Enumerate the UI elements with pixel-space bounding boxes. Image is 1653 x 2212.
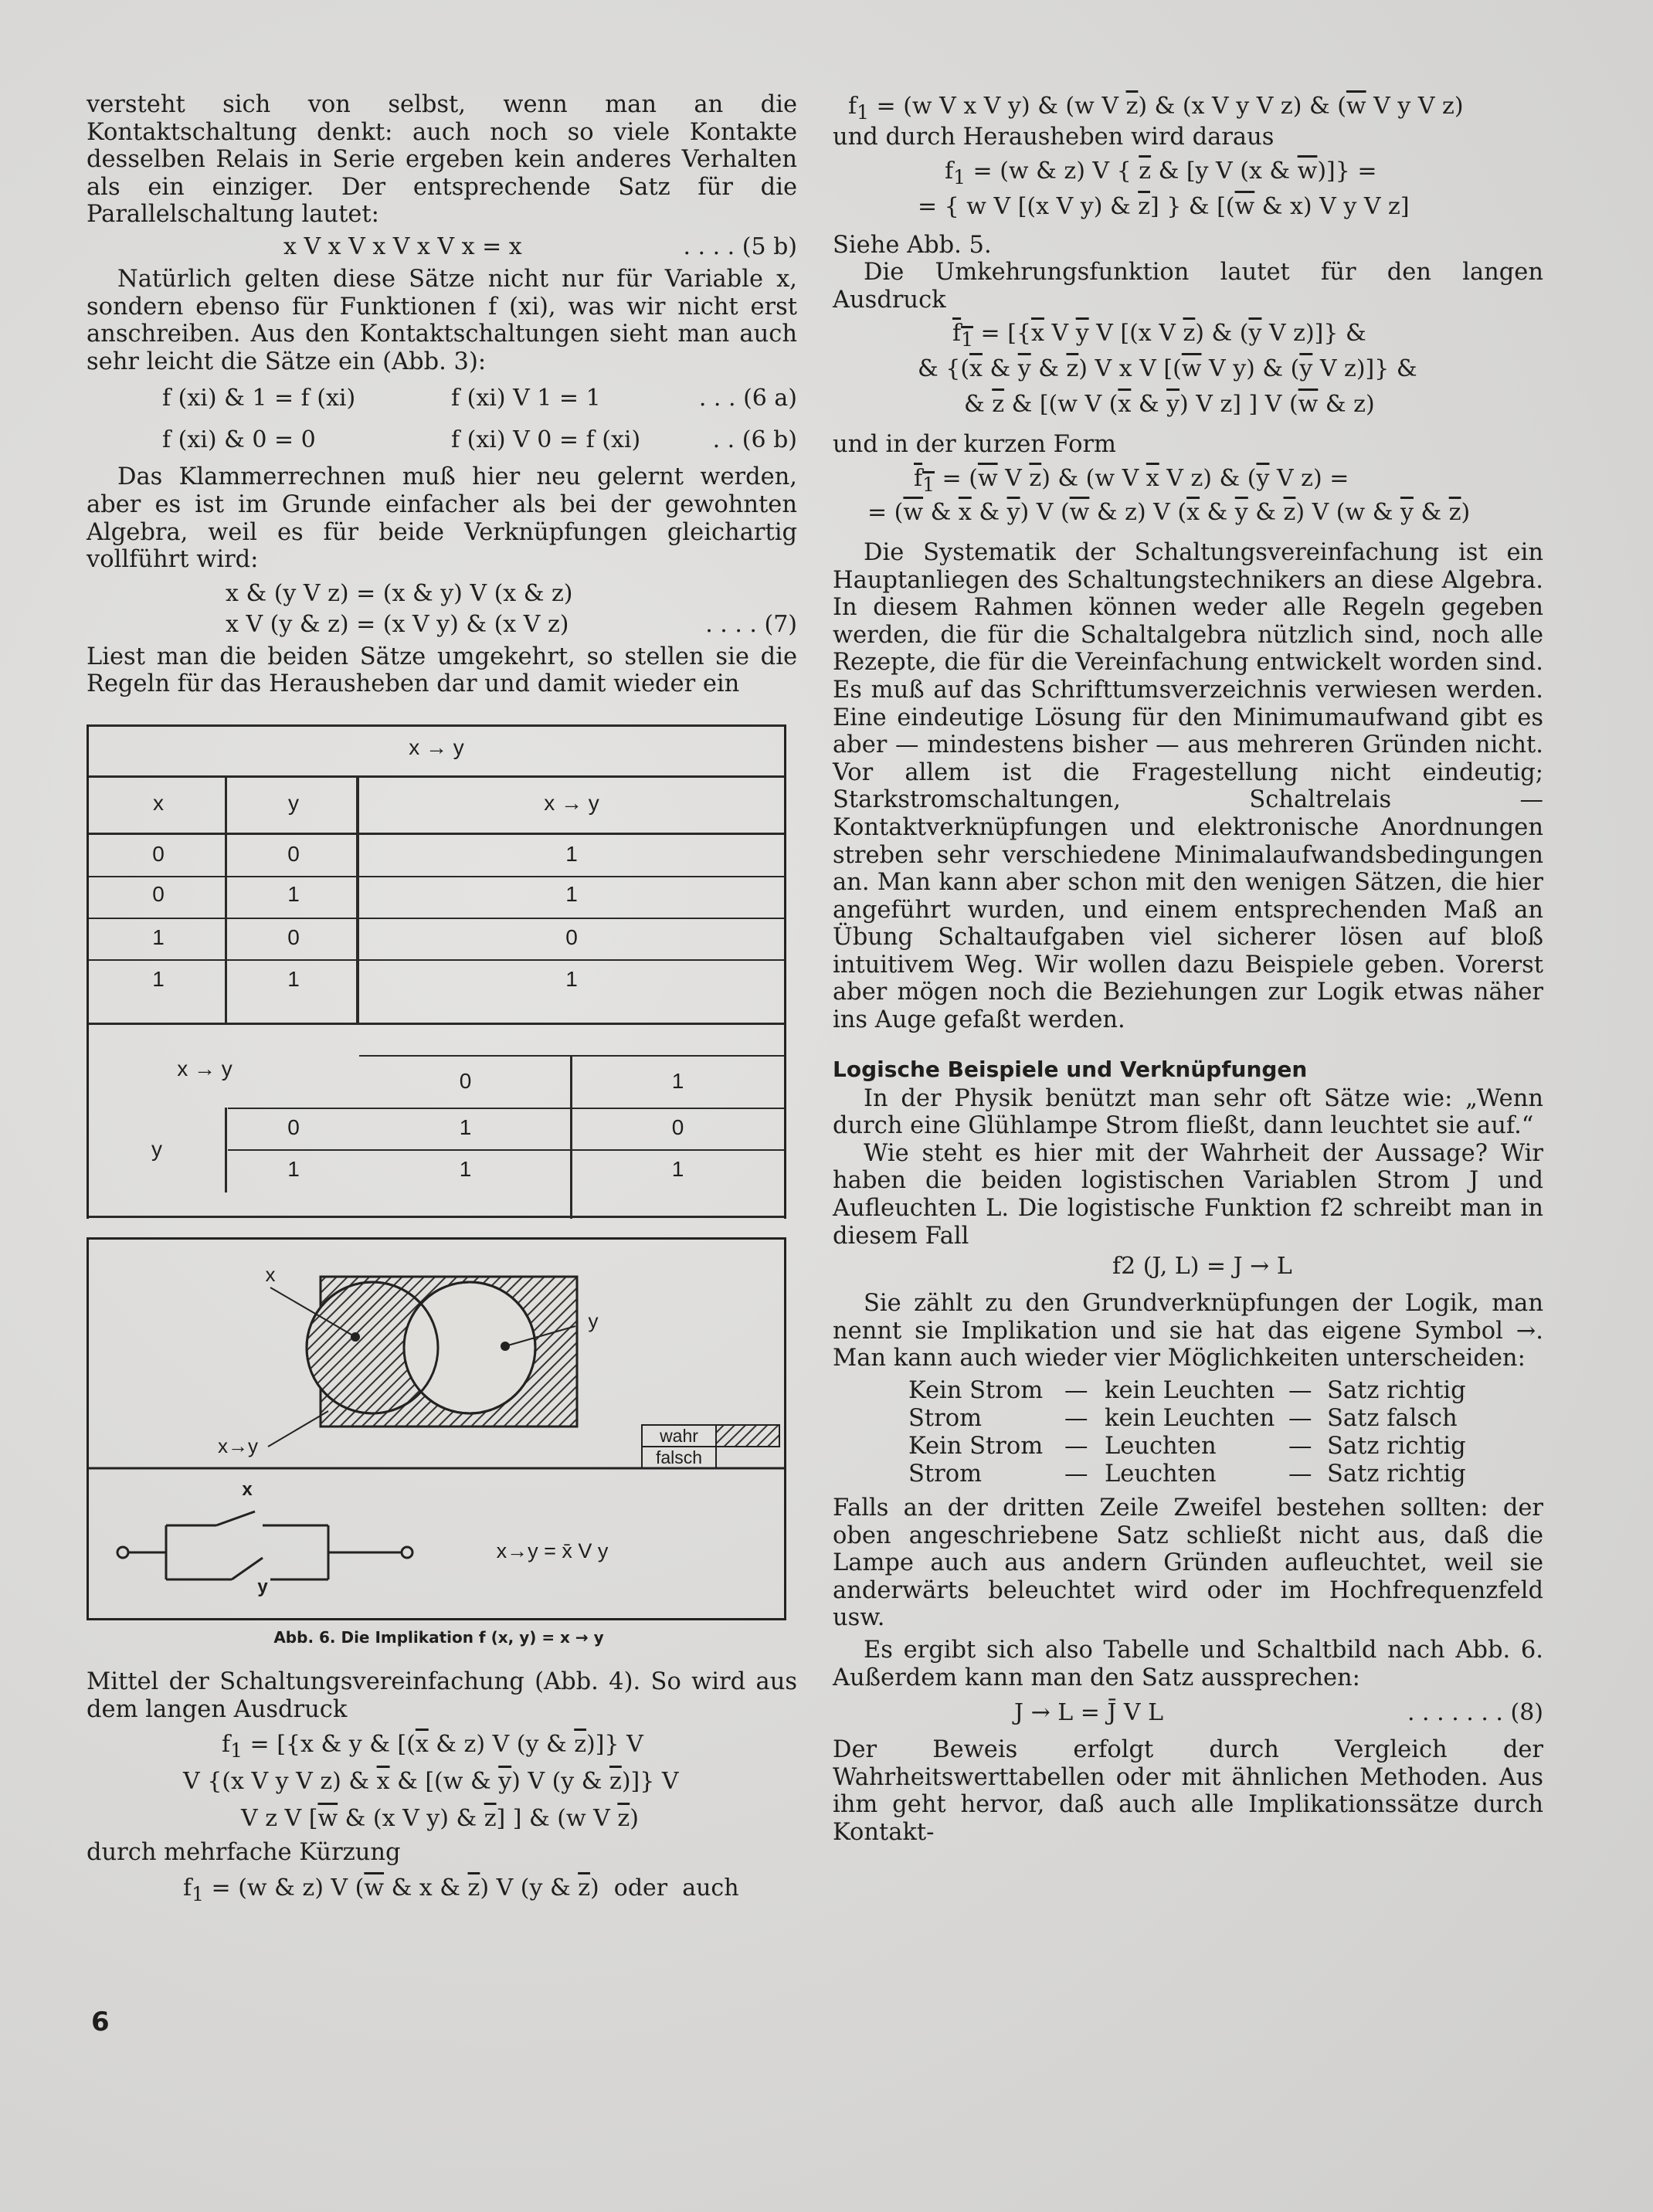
equation-inverse-1: $f_1 = [\{\overline{x}$ V $\overline{y}$ V [(x V $\overline{z}$) & ($\overline{y}$ V z)]} &: [952, 320, 1366, 351]
equation-6b: f (xi) & 0 = 0 f (xi) V 0 = f (xi) . . (6 b): [162, 426, 797, 454]
paragraph: Das Klammerrechnen muß hier neu gelernt werden, aber es ist im Grunde einfacher als bei der gewohnten Algebra, weil es für beide Verknüpfungen gleichartig vollführt wird:: [87, 463, 797, 574]
cell: 0: [152, 841, 165, 866]
case-cell: —: [1288, 1377, 1312, 1404]
case-cell: kein Leuchten: [1105, 1405, 1275, 1432]
paragraph: In der Physik benützt man sehr oft Sätze wie: „Wenn durch eine Glühlampe Strom fließt, dann leuchtet sie auf.“: [833, 1084, 1543, 1140]
equation-6a: f (xi) & 1 = f (xi) f (xi) V 1 = 1 . . . (6 a): [162, 385, 797, 412]
equation-inverse-3: & $\overline{z}$ & [(w V ($\overline{x}$ & $\overline{y}$) V z] ] V ($\overline{w}$ & z): [964, 391, 1375, 419]
section-heading: Logische Beispiele und Verknüpfungen: [833, 1056, 1308, 1082]
equation-7b: x V (y & z) = (x V y) & (x V z) . . . . (7): [226, 610, 797, 638]
figure-6: [87, 724, 791, 1647]
venn-label-implication: x→y: [218, 1433, 258, 1457]
matrix-col-head: 1: [671, 1068, 684, 1093]
paragraph: Der Beweis erfolgt durch Vergleich der Wahrheitswerttabellen oder mit ähnlichen Methoden. Aus ihm geht hervor, daß auch alle Implikationssätze durch Kontakt-: [833, 1736, 1543, 1846]
col-header-result: x → y: [544, 790, 599, 815]
paragraph: Es ergibt sich also Tabelle und Schaltbild nach Abb. 6. Außerdem kann man den Satz aussprechen:: [833, 1636, 1543, 1691]
page-number: 6: [91, 2007, 110, 2037]
case-cell: —: [1064, 1405, 1088, 1432]
equation-f2: f2 (J, L) = J → L: [1112, 1253, 1292, 1281]
venn-and-circuit: [87, 1237, 786, 1620]
matrix-row-head: 0: [287, 1114, 300, 1139]
equation-8: J → L = J̄ V L . . . . . . . (8): [1014, 1699, 1543, 1727]
left-column: [87, 91, 797, 1904]
equation-long-1: $f_1 = [\{x$ & y & [($\overline{x}$ & z) V (y & $\overline{z}$)]} V: [222, 1731, 643, 1762]
circuit-label-x: x: [242, 1478, 253, 1500]
equation-inverse-2: & {($\overline{x}$ & $\overline{y}$ & $\overline{z}$) V x V [($\overline{w}$ V y) & ($\overline{y}$ V z)]} &: [918, 355, 1417, 383]
cell: 0: [565, 924, 578, 949]
paragraph: durch mehrfache Kürzung: [87, 1839, 401, 1867]
case-cell: —: [1288, 1405, 1312, 1432]
paragraph: Mittel der Schaltungsvereinfachung (Abb. 4). So wird aus dem langen Ausdruck: [87, 1667, 797, 1723]
paragraph: Siehe Abb. 5.: [833, 231, 992, 259]
case-cell: kein Leuchten: [1105, 1377, 1275, 1404]
case-cell: Satz richtig: [1327, 1433, 1466, 1460]
case-cell: Kein Strom: [908, 1433, 1044, 1460]
cases-list: [833, 1377, 1543, 1493]
cell: 1: [459, 1114, 472, 1139]
paragraph: Sie zählt zu den Grundverknüpfungen der Logik, man nennt sie Implikation und sie hat das eigene Symbol →. Man kann auch wieder vier Möglichkeiten unterscheiden:: [833, 1290, 1543, 1372]
cell: 1: [565, 966, 578, 991]
case-cell: Leuchten: [1105, 1461, 1217, 1488]
col-header-x: x: [153, 790, 164, 815]
circuit-formula: x→y = x̄ V y: [496, 1539, 609, 1562]
case-cell: —: [1288, 1433, 1312, 1460]
case-cell: Strom: [908, 1461, 983, 1488]
right-column: [833, 91, 1543, 1847]
truth-table: [87, 724, 786, 1219]
equation-5b: x V x V x V x V x = x . . . . (5 b): [283, 232, 797, 260]
equation-short: $f_1 = (w$ & z) V ($\overline{w}$ & x & $\overline{z}$) V (y & $\overline{z}$) oder auch: [183, 1874, 739, 1905]
case-cell: Satz falsch: [1327, 1405, 1458, 1432]
case-cell: Kein Strom: [908, 1377, 1044, 1404]
cell: 1: [459, 1156, 472, 1181]
equation-factored-2: = { w V [(x V y) & $\overline{z}$] } & [($\overline{w}$ & x) V y V z]: [918, 192, 1410, 220]
case-cell: —: [1288, 1461, 1312, 1488]
matrix-row-label: y: [151, 1136, 162, 1161]
cell: 1: [287, 966, 300, 991]
legend-true: wahr: [660, 1425, 698, 1446]
case-cell: —: [1064, 1433, 1088, 1460]
cell: 1: [152, 966, 165, 991]
paragraph: Die Umkehrungsfunktion lautet für den langen Ausdruck: [833, 259, 1543, 314]
paragraph: Die Systematik der Schaltungsvereinfachung ist ein Hauptanliegen des Schaltungstechnikers an diese Algebra. In diesem Rahmen können weder alle Regeln gegeben werden, die für die Schaltalgebra nützlich sind, noch alle Rezepte, die für die Vereinfachung entwickelt worden sind. Es muß auf das Schrifttumsverzeichnis verwiesen werden. Eine eindeutige Lösung für den Minimumaufwand gibt es aber — mindestens bisher — aus mehreren Gründen nicht. Vor allem ist die Fragestellung nicht eindeutig; Starkstromschaltungen, Schaltrelais — Kontaktverknüpfungen und elektronische Anordnungen streben sehr verschiedene Minimalaufwandsbedingungen an. Man kann aber schon mit den wenigen Sätzen, die hier angeführt wurden, und einem entsprechenden Maß an Übung Schaltaufgaben viel sicherer lösen auf bloß intuitivem Weg. Wir wollen dazu Beispiele geben. Vorerst aber mögen noch die Beziehungen zur Logik etwas näher ins Auge gefaßt werden.: [833, 538, 1543, 1034]
cell: 0: [671, 1114, 684, 1139]
cell: 1: [287, 881, 300, 906]
equation-factored-1: $f_1 = (w$ & z) V { $\overline{z}$ & [y V (x & $\overline{w}$)]} =: [945, 157, 1377, 188]
case-cell: Leuchten: [1105, 1433, 1217, 1460]
case-cell: —: [1064, 1377, 1088, 1404]
matrix-col-head: 0: [459, 1068, 472, 1093]
paragraph: Falls an der dritten Zeile Zweifel bestehen sollten: der oben angeschriebene Satz schließt nicht aus, daß die Lampe auch aus andern Gründen aufleuchtet, weil sie anderwärts beleuchtet wird oder im Hochfrequenzfeld usw.: [833, 1494, 1543, 1632]
paragraph: Natürlich gelten diese Sätze nicht nur für Variable x, sondern ebenso für Funktionen f (xi), was wir nicht erst anschreiben. Aus den Kontaktschaltungen sieht man auch sehr leicht die Sätze ein (Abb. 3):: [87, 265, 797, 375]
case-cell: —: [1064, 1461, 1088, 1488]
table-title: x → y: [409, 735, 464, 759]
cell: 1: [671, 1156, 684, 1181]
equation-long-3: V z V [$\overline{w}$ & (x V y) & $\overline{z}$] ] & (w V $\overline{z}$): [241, 1805, 639, 1833]
equation-long-2: V {(x V y V z) & $\overline{x}$ & [(w & $\overline{y}$) V (y & $\overline{z}$)]} V: [183, 1768, 679, 1796]
figure-caption: Abb. 6. Die Implikation f (x, y) = x → y: [273, 1627, 604, 1647]
matrix-title: x → y: [177, 1056, 233, 1081]
cell: 0: [152, 881, 165, 906]
case-cell: Satz richtig: [1327, 1461, 1466, 1488]
paragraph: Wie steht es hier mit der Wahrheit der Aussage? Wir haben die beiden logistischen Variablen Strom J und Aufleuchten L. Die logistische Funktion f2 schreibt man in diesem Fall: [833, 1139, 1543, 1250]
legend-false: falsch: [655, 1447, 703, 1467]
circuit-label-y: y: [257, 1576, 268, 1597]
cell: 1: [565, 881, 578, 906]
col-header-y: y: [288, 790, 299, 815]
paragraph: und in der kurzen Form: [833, 431, 1116, 459]
cell: 0: [287, 841, 300, 866]
paragraph: Liest man die beiden Sätze umgekehrt, so stellen sie die Regeln für das Herausheben dar und damit wieder ein: [87, 643, 797, 698]
case-cell: Strom: [908, 1405, 983, 1432]
equation-inverse-short-2: = ($\overline{w}$ & $\overline{x}$ & $\overline{y}$) V ($\overline{w}$ & z) V ($\overline{x}$ & $\overline{y}$ & $\overline{z}$) V (w & $\overline{y}$ & $\overline{z}$): [867, 498, 1471, 526]
cell: 1: [565, 841, 578, 866]
venn-label-x: x: [265, 1262, 276, 1286]
equation-7a: x & (y V z) = (x & y) V (x & z): [226, 579, 573, 607]
paragraph: und durch Herausheben wird daraus: [833, 124, 1275, 151]
venn-label-y: y: [588, 1308, 599, 1332]
matrix-row-head: 1: [287, 1156, 300, 1181]
cell: 0: [287, 924, 300, 949]
paragraph: versteht sich von selbst, wenn man an die Kontaktschaltung denkt: auch noch so viele Kontakte desselben Relais in Serie ergeben kein anderes Verhalten als ein einziger. Der entsprechende Satz für die Parallelschaltung lautet:: [87, 91, 797, 229]
equation-f1-product: $f_1 = (w$ V x V y) & (w V $\overline{z}$) & (x V y V z) & ($\overline{w}$ V y V z): [848, 93, 1464, 124]
case-cell: Satz richtig: [1327, 1377, 1466, 1404]
equation-inverse-short-1: $f_1 = (\overline{w}$ V $\overline{z}$) & (w V $\overline{x}$ V z) & ($\overline{y}$ V z) =: [914, 464, 1349, 496]
cell: 1: [152, 924, 165, 949]
